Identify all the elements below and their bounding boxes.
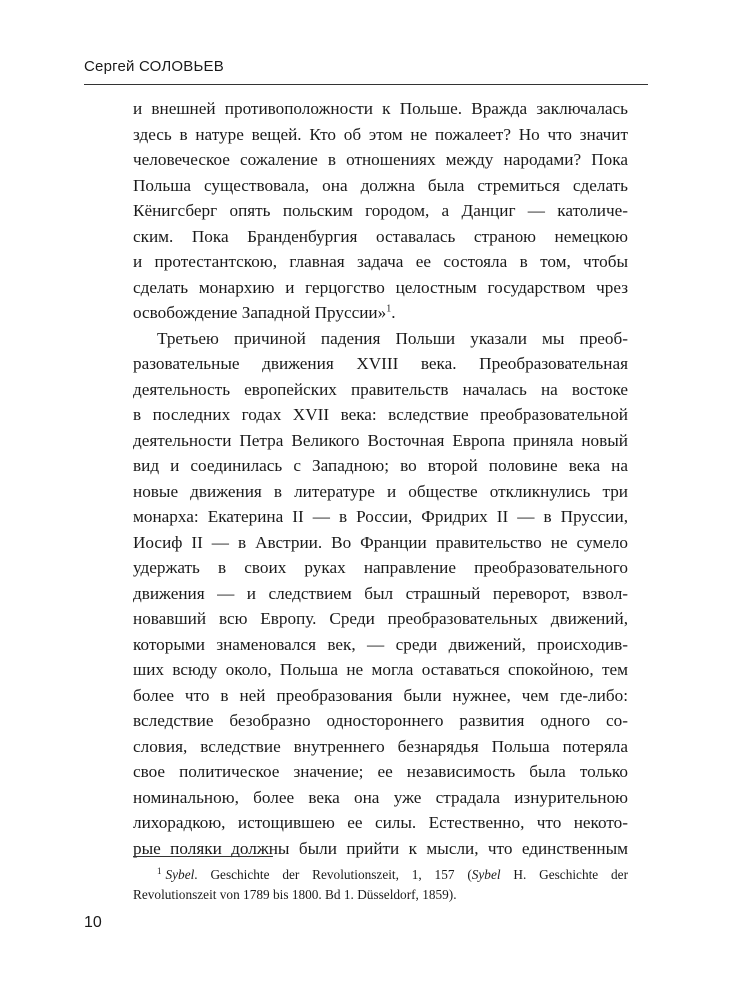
text-line: вид и соединилась с Западною; во второй половине века на xyxy=(133,456,628,475)
footnote-rule xyxy=(133,856,273,857)
footnote-marker[interactable]: 1 xyxy=(386,303,392,315)
text-line: более что в ней преобразования были нужнее, чем где-либо: xyxy=(133,685,628,705)
text-line: которыми знаменовался век, — среди движений, происходив- xyxy=(133,634,628,654)
text-line: ским. Пока Бранденбургия оставалась страною немецкою xyxy=(133,226,628,246)
text-line: деятельности Петра Великого Восточная Европа приняла новый xyxy=(133,430,628,450)
text-line: удержать в своих руках направление преобразовательного xyxy=(133,558,628,577)
text-line: свое политическое значение; ее независимость была только xyxy=(133,762,628,781)
header-rule xyxy=(84,84,648,85)
page-number: 10 xyxy=(84,914,102,931)
text-line: в последних годах XVII века: вследствие преобразовательной xyxy=(133,405,628,424)
text-line: движения — и следствием был страшный переворот, взвол- xyxy=(133,583,628,603)
footnote-author: Sybel xyxy=(471,867,501,882)
text-line: разовательные движения XVIII века. Преобразовательная xyxy=(133,354,628,373)
text-line: новавший всю Европу. Среди преобразовательных движений, xyxy=(133,609,628,628)
text-line: монарха: Екатерина II — в России, Фридрих II — в Пруссии, xyxy=(133,507,628,526)
footnote-text-part: H. Geschichte der Revolutionszeit von 1789 bis 1800. Bd 1. Düsseldorf, 1859). xyxy=(133,867,628,902)
text-line: освобождение Западной Пруссии» xyxy=(133,303,387,322)
text-line: Третьею причиной падения Польши указали мы преоб- xyxy=(157,328,628,348)
text-line: Кёнигсберг опять польским городом, а Данциг — католиче- xyxy=(133,201,628,220)
text-line: ших всюду около, Польша не могла оставаться спокойною, тем xyxy=(133,660,628,679)
text-line: деятельность европейских правительств началась на востоке xyxy=(133,379,628,399)
footnote-number: 1 xyxy=(157,865,162,876)
text-line: Польша существовала, она должна была стремиться сделать xyxy=(133,175,628,195)
text-line: новые движения в литературе и обществе откликнулись три xyxy=(133,481,628,501)
text-line: и протестантскою, главная задача ее состояла в том, чтобы xyxy=(133,252,628,271)
text-line: лихорадкою, истощившею ее силы. Естественно, что некото- xyxy=(133,813,628,832)
text-line: человеческое сожаление в отношениях между народами? Пока xyxy=(133,150,628,169)
body-text xyxy=(133,96,628,861)
text-line: и внешней противоположности к Польше. Вражда заключалась xyxy=(133,99,628,118)
paragraph-2 xyxy=(133,326,628,862)
text-line: Иосиф II — в Австрии. Во Франции правительство не сумело xyxy=(133,532,628,552)
running-head: Сергей СОЛОВЬЕВ xyxy=(84,58,224,75)
footnote-author: Sybel xyxy=(165,867,195,882)
footnote xyxy=(133,865,628,905)
text-line-last: освобождение Западной Пруссии»$^1$. xyxy=(133,303,396,322)
text-line: рые поляки должны были прийти к мысли, что единственным xyxy=(133,838,628,858)
text-line: словия, вследствие внутреннего безнарядья Польша потеряла xyxy=(133,736,628,756)
text-line: номинальною, более века она уже страдала изнурительною xyxy=(133,787,628,807)
footnote-text xyxy=(133,865,628,905)
footnote-text-part: . Geschichte der Revolutionszeit, 1, 157 ( xyxy=(194,867,472,882)
text-line: вследствие безобразно одностороннего развития одного со- xyxy=(133,711,628,730)
text-line: здесь в натуре вещей. Кто об этом не пожалеет? Но что значит xyxy=(133,124,628,144)
text-line: сделать монархию и герцогство целостным государством чрез xyxy=(133,277,628,297)
paragraph-1 xyxy=(133,96,628,326)
